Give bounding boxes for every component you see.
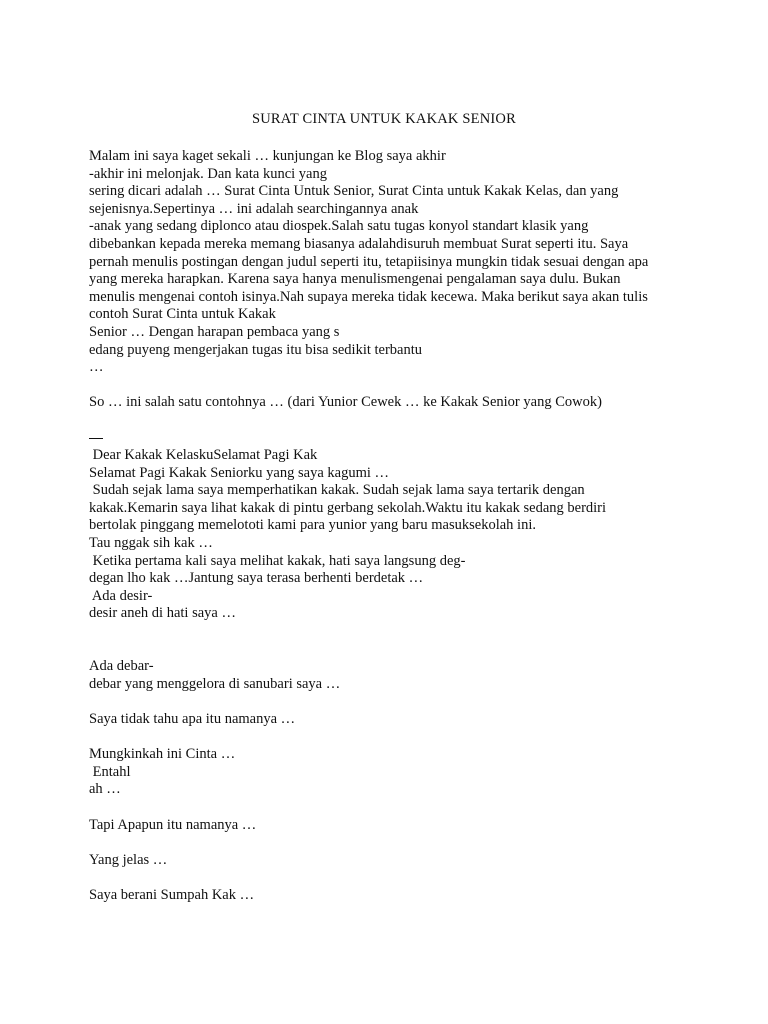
text-line: kakak.Kemarin saya lihat kakak di pintu gerbang sekolah.Waktu itu kakak sedang berdiri (89, 499, 607, 516)
blank-line (89, 641, 689, 659)
text-line: Ada debar- (89, 658, 154, 675)
text-line: -anak yang sedang diplonco atau diospek.Salah satu tugas konyol standart klasik yang (89, 218, 589, 235)
text-line: Sudah sejak lama saya memperhatikan kakak. Sudah sejak lama saya tertarik dengan (89, 482, 585, 499)
text-line: sering dicari adalah … Surat Cinta Untuk Senior, Surat Cinta untuk Kakak Kelas, dan yang (89, 183, 619, 200)
text-line: Malam ini saya kaget sekali … kunjungan ke Blog saya akhir (89, 148, 446, 164)
text-line: dibebankan kepada mereka memang biasanya adalahdisuruh membuat Surat seperti itu. Saya (89, 235, 629, 252)
text-line: Ketika pertama kali saya melihat kakak, hati saya langsung deg- (89, 552, 466, 569)
text-line: degan lho kak …Jantung saya terasa berhenti berdetak … (89, 570, 424, 587)
text-line: Dear Kakak KelaskuSelamat Pagi Kak (89, 447, 318, 464)
text-line: Saya tidak tahu apa itu namanya … (89, 711, 296, 727)
text-line: menulis mengenai contoh isinya.Nah supaya mereka tidak kecewa. Maka berikut saya akan tulis (89, 288, 648, 305)
blank-line (89, 869, 689, 887)
blank-line (89, 412, 689, 430)
blank-line (89, 693, 689, 711)
text-line: Senior … Dengan harapan pembaca yang s (89, 323, 340, 340)
blank-line (89, 834, 689, 852)
document-title: SURAT CINTA UNTUK KAKAK SENIOR (252, 111, 516, 127)
text-line: pernah menulis postingan dengan judul seperti itu, tetapiisinya mungkin tidak sesuai dengan apa (89, 253, 649, 270)
text-line: edang puyeng mengerjakan tugas itu bisa sedikit terbantu (89, 341, 423, 358)
text-line: Ada desir- (89, 587, 153, 604)
text-line: ah … (89, 781, 121, 798)
text-line: Mungkinkah ini Cinta … (89, 746, 236, 763)
blank-line (89, 623, 689, 641)
text-line: desir aneh di hati saya … (89, 605, 236, 622)
text-line: Selamat Pagi Kakak Seniorku yang saya kagumi … (89, 464, 390, 481)
text-line: Tapi Apapun itu namanya … (89, 816, 257, 833)
document-body (89, 148, 689, 905)
blank-line (89, 799, 689, 817)
text-line: debar yang menggelora di sanubari saya … (89, 675, 341, 692)
text-line: bertolak pinggang memelototi kami para yunior yang baru masuksekolah ini. (89, 517, 536, 534)
separator-dash (89, 438, 103, 439)
text-line: Entahl (89, 763, 131, 780)
text-line: … (89, 359, 104, 376)
text-line: sejenisnya.Sepertinya … ini adalah searchingannya anak (89, 200, 419, 217)
text-line: Yang jelas … (89, 851, 168, 868)
text-line: yang mereka harapkan. Karena saya hanya menulismengenai pengalaman saya dulu. Bukan (89, 271, 621, 288)
text-line: Saya berani Sumpah Kak … (89, 886, 255, 903)
blank-line (89, 377, 689, 395)
text-line: So … ini salah satu contohnya … (dari Yunior Cewek … ke Kakak Senior yang Cowok) (89, 394, 602, 411)
text-line: contoh Surat Cinta untuk Kakak (89, 306, 276, 323)
blank-line (89, 729, 689, 747)
text-line: Tau nggak sih kak … (89, 535, 213, 552)
text-line: -akhir ini melonjak. Dan kata kunci yang (89, 165, 327, 182)
